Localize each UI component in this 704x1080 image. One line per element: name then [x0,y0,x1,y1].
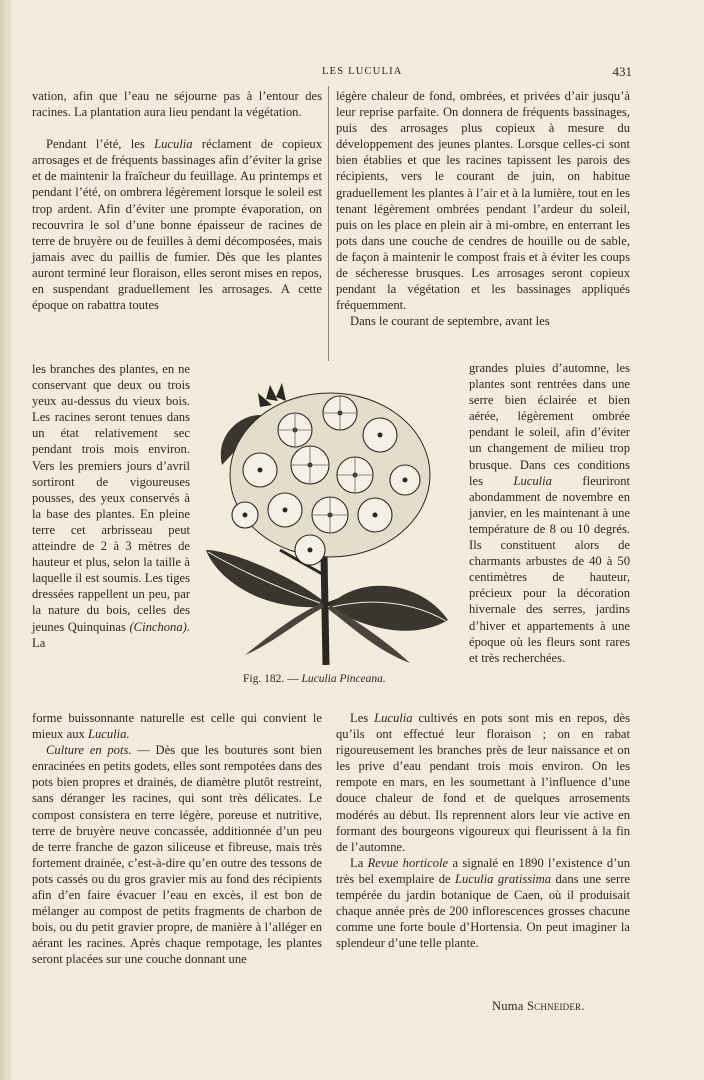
figure-caption: Fig. 182. — Luculia Pinceana. [243,673,386,685]
paragraph: vation, afin que l’eau ne séjourne pas à l’entour des racines. La plantation aura lieu pendant la végétation. [32,89,322,120]
paragraph: Pendant l’été, les Luculia réclament de copieux arrosages et de fréquents bassinages afin d’éviter la grise et de maintenir la fraîcheur du feuillage. Au printemps et pendant l’été, on ombrera légèrement lorsque le soleil est trop ardent. Afin d’éviter une prompte évaporation, on recouvrira le sol d’une bonne épaisseur de racines de terre de bruyère ou de feuilles à demi décomposées, mais jamais avec du paillis de fumier. Dès que les plantes auront terminé leur floraison, elles seront mises en repos, en suspendant graduellement les arrosages. A cette époque on rabattra toutes [32,137,323,313]
flower-illustration [200,375,458,665]
paragraph: les branches des plantes, en ne conservant que deux ou trois yeux au-dessus du vieux bois. Les racines seront tenues dans un état relativement sec pendant trois mois environ. Vers les premiers jours d’avril sortiront de vigoureuses pousses, des yeux conservés à la base des plantes. En pleine terre cet arbrisseau peut atteindre de 2 à 3 mètres de hauteur et plus, selon la taille à laquelle il est soumis. Les tiges dressées rappellent un peu, par la nature du bois, celles des jeunes Quinquinas (Cinchona). La [32,362,190,650]
author-signature: Numa Schneider. [492,999,585,1013]
left-column-top [32,88,322,313]
right-column-wrap-text [469,360,630,666]
page-number: 431 [612,64,632,79]
running-title: LES LUCULIA [322,66,403,77]
figure-luculia-engraving [200,375,458,665]
page-header [32,64,632,82]
paragraph: Les Luculia cultivés en pots sont mis en repos, dès qu’ils ont effectué leur floraison ; on en rabat rigoureusement les branches près de leur naissance et on les prive d’eau pendant trois mois environ. On les rempote en mars, en les soumettant à l’influence d’une douce chaleur de fond et de quelques arrosements modérés au début. Ils reprennent alors leur vie active en formant des bourgeons vigoureux qui fleurissent à la fin de l’automne. [336,711,630,854]
binding-edge [0,0,12,1080]
stem [324,555,326,665]
paragraph: légère chaleur de fond, ombrées, et privées d’air jusqu’à leur reprise parfaite. On donnera de fréquents bassinages, puis des arrosages plus copieux à mesure du développement des jeunes plantes. Lorsque celles-ci sont bien établies et que les racines tapissent les parois des récipients, vers le courant de juin, on habitue graduellement les plantes à l’air et à la lumière, tout en les tenant légèrement ombrées pendant l’ardeur du soleil, puis on les place en plein air à mi-ombre, en enterrant les pots dans une couche de cendres de houille ou de sable, de façon à maintenir le compost frais et à éviter les coups de sécheresse brusques. Les arrosages seront copieux pendant la végétation et les bassinages appliqués fréquemment. [336,89,630,313]
section-culture-en-pots: Culture en pots. — Dès que les boutures sont bien enracinées en petits godets, elles sont rempotées dans des pots bien propres et drainés, de diamètre plutôt restreint, sans déranger les racines, qui sont très délicates. Le compost consistera en terre légère, poreuse et nutritive, terre de bruyère neuve concassée, additionnée d’un peu de terre franche de gazon siliceuse et fibreuse, mais très fortement drainée, c’est-à-dire qu’en outre des tessons de pots cassés ou du gros gravier mis au fond des récipients afin d’en faire évacuer l’eau en excès, il est bon de mélanger au compost de petits fragments de charbon de bois, ou du petit gravier propre, de manière à l’alléger en aérant les racines. Après chaque rempotage, les plantes seront placées sur une couche donnant une [32,743,322,967]
leaf [245,603,324,655]
column-rule [328,86,329,361]
paragraph: La Revue horticole a signalé en 1890 l’existence d’un très bel exemplaire de Luculia gratissima dans une serre tempérée du jardin botanique de Caen, où il produisait chaque année près de 200 inflorescences grosses chacune comme une forte boule d’Hortensia. On peut imaginer la splendeur d’une telle plante. [336,855,630,951]
paragraph: forme buissonnante naturelle est celle qui convient le mieux aux Luculia. [32,711,322,742]
left-column-bottom [32,710,322,968]
paragraph: Dans le courant de septembre, avant les [350,314,550,329]
right-column-bottom [336,710,630,951]
right-column-top [336,88,630,329]
section-heading: Culture en pots. [46,743,132,758]
left-column-wrap-text [32,361,190,651]
paragraph: grandes pluies d’automne, les plantes sont rentrées dans une serre bien éclairée et bien aérée, légèrement ombrée pendant le soleil, afin d’éviter un changement de milieu trop brusque. Dans ces conditions les Luculia fleuriront abondamment de novembre en janvier, en les maintenant à une température de 8 ou 10 degrés. Ils constituent alors de charmants arbustes de 40 à 50 centimètres de hauteur, précieux pour la décoration hivernale des serres, jardins d’hiver et appartements à une époque où les fleurs sont rares et très recherchées. [469,361,630,665]
